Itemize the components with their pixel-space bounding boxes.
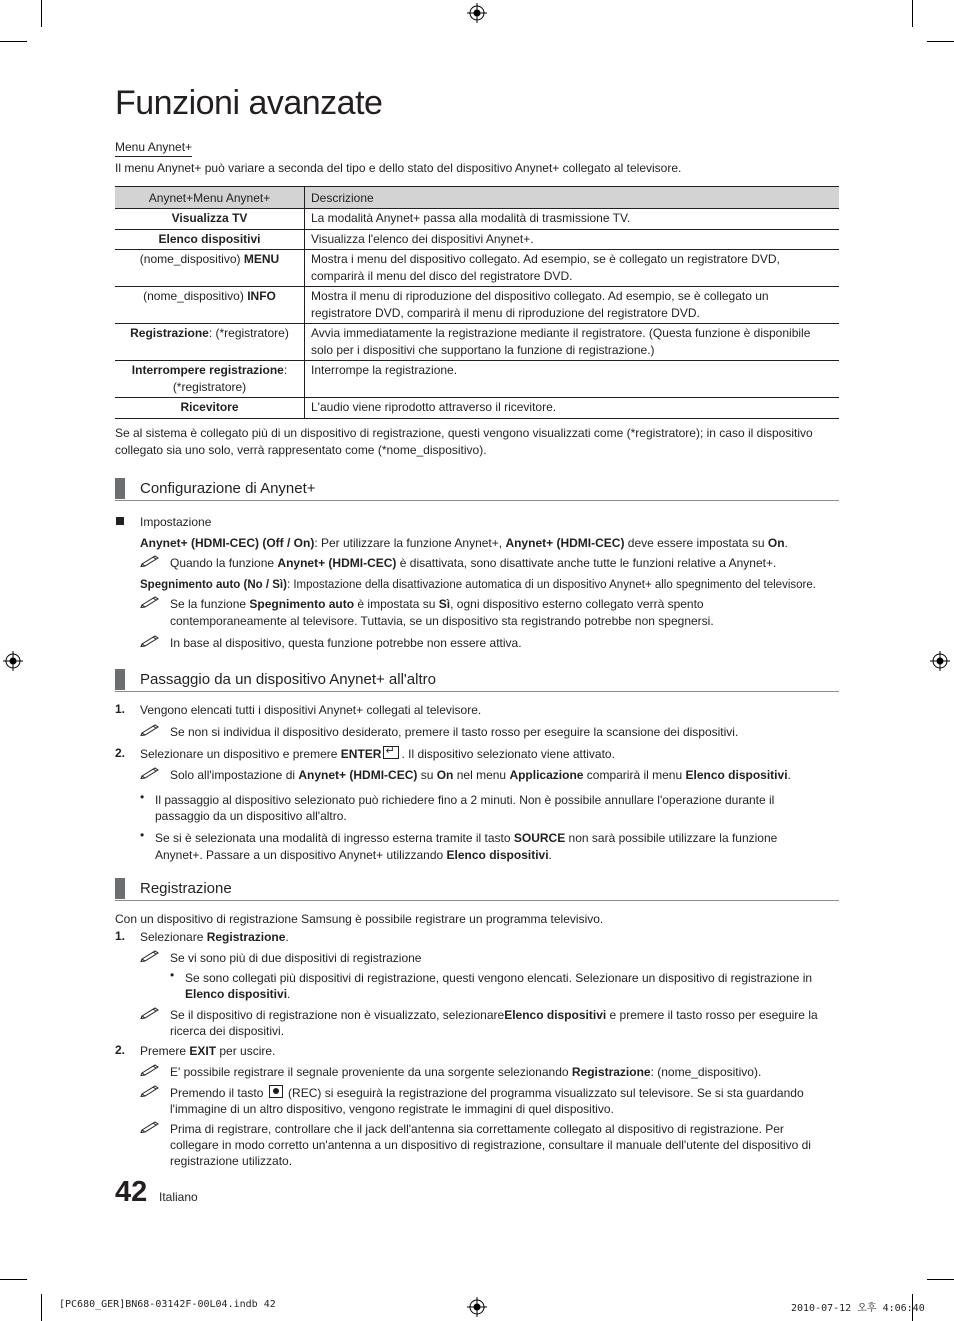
- menu-option: Interrompere registrazione: [131, 363, 284, 377]
- crop-mark: [41, 1294, 42, 1321]
- column-header: Anynet+Menu Anynet+: [115, 187, 305, 209]
- text-bold: Elenco dispositivi: [185, 987, 288, 1001]
- option-description: Avvia immediatamente la registrazione mediante il registratore. (Questa funzione è disponibile: [311, 326, 811, 340]
- note-pencil-icon: [140, 594, 160, 608]
- text: e premere il tasto rosso per eseguire la: [606, 1008, 818, 1022]
- text: comparirà il menu: [583, 768, 686, 782]
- section-bar: [115, 878, 125, 899]
- text-bold: On: [436, 768, 454, 782]
- crop-mark: [927, 41, 954, 42]
- note-text: [170, 1064, 761, 1081]
- text-bold: Elenco dispositivi: [504, 1008, 607, 1022]
- text: Premere: [140, 1044, 190, 1058]
- spegnimento-line: [140, 577, 816, 594]
- section-header-passaggio: [115, 669, 839, 692]
- text: .: [548, 848, 552, 862]
- hdmi-cec-line: [140, 535, 788, 552]
- bullet-icon: •: [140, 828, 145, 842]
- note-pencil-icon: [140, 1083, 160, 1097]
- note-pencil-icon: [140, 1119, 160, 1133]
- crop-mark: [41, 0, 42, 27]
- option-description: L'audio viene riprodotto attraverso il ricevitore.: [311, 400, 557, 414]
- menu-option: MENU: [243, 252, 280, 266]
- note-text: [170, 1007, 818, 1024]
- text: : Impostazione della disattivazione automatica di un dispositivo Anynet+ allo spegnimento del televisore.: [286, 579, 816, 591]
- text: (REC) si eseguirà la registrazione del programma visualizzato sul televisore. Se si sta guardando: [284, 1086, 804, 1100]
- option-description: registratore DVD, comparirà il menu di riproduzione del registratore DVD.: [311, 305, 700, 320]
- item-title: Impostazione: [140, 515, 212, 529]
- menu-option-prefix: (nome_dispositivo): [143, 289, 248, 303]
- text: Se si è selezionata una modalità di ingresso esterna tramite il tasto: [155, 831, 514, 845]
- enter-key-icon: [383, 746, 399, 759]
- text: Selezionare: [140, 930, 207, 944]
- note-pencil-icon: [140, 633, 160, 647]
- note-text: [170, 767, 791, 784]
- registration-mark-icon: [930, 651, 950, 671]
- text-bold: Anynet+ (HDMI-CEC) (Off / On): [140, 536, 315, 550]
- table-row: [115, 209, 839, 230]
- section-title: Passaggio da un dispositivo Anynet+ all'altro: [140, 671, 436, 688]
- crop-mark: [0, 41, 27, 42]
- table-row: [115, 287, 839, 324]
- text-bold: SOURCE: [513, 831, 566, 845]
- note-text: ricerca dei dispositivi.: [170, 1024, 285, 1038]
- column-header: Descrizione: [305, 187, 840, 209]
- registration-mark-icon: [467, 3, 487, 23]
- bullet-text: [155, 830, 777, 847]
- step-number: 1.: [115, 929, 126, 943]
- text: è impostata su: [354, 597, 439, 611]
- print-slug-file: [PC680_GER]BN68-03142F-00L04.indb 42: [59, 1299, 276, 1310]
- menu-option: Elenco dispositivi: [158, 231, 261, 246]
- text-bold: Anynet+ (HDMI-CEC): [298, 768, 418, 782]
- section-intro: Con un dispositivo di registrazione Samsung è possibile registrare un programma televisivo.: [115, 912, 604, 926]
- note-pencil-icon: [140, 1005, 160, 1019]
- section-header-registrazione: [115, 878, 839, 901]
- text-bold: Registrazione: [206, 930, 286, 944]
- step-text: [140, 929, 289, 946]
- table-row: [115, 229, 839, 250]
- bullet-text: [185, 986, 290, 1003]
- page-language: Italiano: [159, 1190, 198, 1204]
- text: nel menu: [453, 768, 510, 782]
- text: deve essere impostata su: [624, 536, 768, 550]
- menu-option-prefix: (nome_dispositivo): [139, 252, 244, 266]
- text: .: [784, 536, 788, 550]
- table-row: [115, 361, 839, 398]
- step-number: 2.: [115, 1043, 126, 1057]
- crop-mark: [0, 1279, 27, 1280]
- menu-option-suffix: (*registratore): [172, 379, 247, 394]
- menu-option-suffix: :: [283, 363, 288, 377]
- text: , ogni dispositivo esterno collegato verrà spento: [450, 597, 704, 611]
- note-text: In base al dispositivo, questa funzione potrebbe non essere attiva.: [170, 636, 522, 650]
- text: non sarà possibile utilizzare la funzione: [565, 831, 778, 845]
- crop-mark: [912, 0, 913, 27]
- bullet-text: Il passaggio al dispositivo selezionato può richiedere fino a 2 minuti. Non è possibile annullare l'operazione durante il: [155, 793, 775, 807]
- text-bold: EXIT: [189, 1044, 217, 1058]
- menu-heading: Menu Anynet+: [115, 140, 192, 157]
- note-pencil-icon: [140, 1062, 160, 1076]
- bullet-text: [155, 847, 552, 864]
- menu-intro: Il menu Anynet+ può variare a seconda del tipo e dello stato del dispositivo Anynet+ collegato al televisore.: [115, 161, 682, 175]
- footnote-line: Se al sistema è collegato più di un dispositivo di registrazione, questi vengono visualizzati come (*registratore); in caso il dispositivo: [115, 426, 813, 440]
- text: Premendo il tasto: [170, 1086, 267, 1100]
- section-bar: [115, 478, 125, 499]
- text: .: [287, 987, 291, 1001]
- text: Solo all'impostazione di: [170, 768, 299, 782]
- note-pencil-icon: [140, 722, 160, 736]
- option-description: Visualizza l'elenco dei dispositivi Anynet+.: [311, 231, 534, 246]
- text: su: [417, 768, 437, 782]
- menu-option: INFO: [247, 289, 276, 303]
- text-bold: Anynet+ (HDMI-CEC): [505, 536, 625, 550]
- step-number: 2.: [115, 746, 126, 760]
- text: .: [285, 930, 289, 944]
- note-text: [170, 555, 776, 572]
- menu-option: Ricevitore: [180, 400, 239, 414]
- step-number: 1.: [115, 702, 126, 716]
- footnote-line: collegato sia uno solo, verrà rappresentato come (*nome_dispositivo).: [115, 443, 487, 457]
- note-text: registrazione utilizzato.: [170, 1154, 293, 1168]
- section-title: Registrazione: [140, 880, 232, 897]
- text-bold: Elenco dispositivi: [446, 848, 549, 862]
- text: Quando la funzione: [170, 556, 278, 570]
- note-pencil-icon: [140, 948, 160, 962]
- note-text: [170, 1085, 804, 1102]
- text: Se il dispositivo di registrazione non è visualizzato, selezionare: [170, 1008, 505, 1022]
- text: Selezionare un dispositivo e premere: [140, 747, 341, 761]
- text: . Il dispositivo selezionato viene attivato.: [401, 747, 615, 761]
- print-slug-date: 2010-07-12 오후 4:06:40: [791, 1303, 925, 1314]
- note-text: Se vi sono più di due dispositivi di registrazione: [170, 951, 422, 965]
- bullet-text: passaggio da un dispositivo all'altro.: [155, 809, 347, 823]
- option-description: La modalità Anynet+ passa alla modalità di trasmissione TV.: [311, 211, 631, 225]
- text-bold: Sì: [438, 597, 451, 611]
- step-text: Vengono elencati tutti i dispositivi Anynet+ collegati al televisore.: [140, 703, 482, 717]
- step-text: [140, 1043, 275, 1060]
- bullet-icon: •: [140, 790, 145, 804]
- text: è disattivata, sono disattivate anche tutte le funzioni relative a Anynet+.: [396, 556, 777, 570]
- anynet-menu-table: [115, 186, 839, 419]
- square-bullet-icon: [116, 517, 124, 525]
- text: E' possibile registrare il segnale proveniente da una sorgente selezionando: [170, 1065, 572, 1079]
- text: Se la funzione: [170, 597, 250, 611]
- text: .: [787, 768, 791, 782]
- section-title: Configurazione di Anynet+: [140, 480, 316, 497]
- text-bold: Spegnimento auto (No / Sì): [140, 579, 287, 591]
- menu-option: Visualizza TV: [171, 211, 248, 225]
- text-bold: Anynet+ (HDMI-CEC): [277, 556, 397, 570]
- text: Anynet+. Passare a un dispositivo Anynet+ utilizzando: [155, 848, 447, 862]
- menu-option: Registrazione: [130, 326, 209, 340]
- text-bold: Applicazione: [509, 768, 584, 782]
- note-text: collegare in modo corretto un'antenna a un dispositivo di registrazione, consultare il manuale dell'utente del dispositivo di: [170, 1138, 811, 1152]
- table-row: [115, 250, 839, 287]
- note-text: contemporaneamente al televisore. Tuttavia, se un dispositivo sta registrando potrebbe non spegnersi.: [170, 614, 714, 628]
- bullet-icon: •: [170, 968, 175, 982]
- note-pencil-icon: [140, 765, 160, 779]
- option-description: comparirà il menu del disco del registratore DVD.: [311, 268, 573, 283]
- page-title: Funzioni avanzate: [115, 84, 383, 122]
- text-bold: Spegnimento auto: [249, 597, 355, 611]
- registration-mark-icon: [3, 651, 23, 671]
- text-bold: Elenco dispositivi: [685, 768, 788, 782]
- rec-button-icon: [269, 1085, 283, 1098]
- menu-option-suffix: : (*registratore): [208, 326, 289, 340]
- table-header-row: [115, 187, 839, 209]
- table-row: [115, 398, 839, 419]
- crop-mark: [927, 1279, 954, 1280]
- section-bar: [115, 669, 125, 690]
- registration-mark-icon: [467, 1297, 487, 1317]
- text: : Per utilizzare la funzione Anynet+,: [314, 536, 506, 550]
- option-description: Interrompe la registrazione.: [311, 363, 458, 377]
- option-description: solo per i dispositivi che supportano la funzione di registrazione.): [311, 342, 655, 357]
- note-text: Se non si individua il dispositivo desiderato, premere il tasto rosso per eseguire la scansione dei dispositivi.: [170, 725, 739, 739]
- section-header-configurazione: [115, 478, 839, 501]
- note-pencil-icon: [140, 553, 160, 567]
- note-text: [170, 596, 704, 613]
- table-footnote: [115, 425, 840, 459]
- step-text: [140, 746, 615, 763]
- option-description: Mostra il menu di riproduzione del dispositivo collegato. Ad esempio, se è collegato un: [311, 289, 769, 303]
- page-number: 42: [115, 1176, 148, 1208]
- text-bold: ENTER: [340, 747, 382, 761]
- option-description: Mostra i menu del dispositivo collegato. Ad esempio, se è collegato un registratore DVD,: [311, 252, 780, 266]
- note-text: Prima di registrare, controllare che il jack dell'antenna sia correttamente collegato al dispositivo di registrazione. Per: [170, 1122, 784, 1136]
- text-bold: On: [767, 536, 785, 550]
- text-bold: Registrazione: [571, 1065, 651, 1079]
- text: per uscire.: [216, 1044, 276, 1058]
- table-row: [115, 324, 839, 361]
- text: : (nome_dispositivo).: [650, 1065, 762, 1079]
- note-text: l'immagine di un altro dispositivo, vengono registrate le immagini di quel dispositivo.: [170, 1102, 614, 1116]
- bullet-text: Se sono collegati più dispositivi di registrazione, questi vengono elencati. Selezionare un dispositivo di registrazione in: [185, 971, 813, 985]
